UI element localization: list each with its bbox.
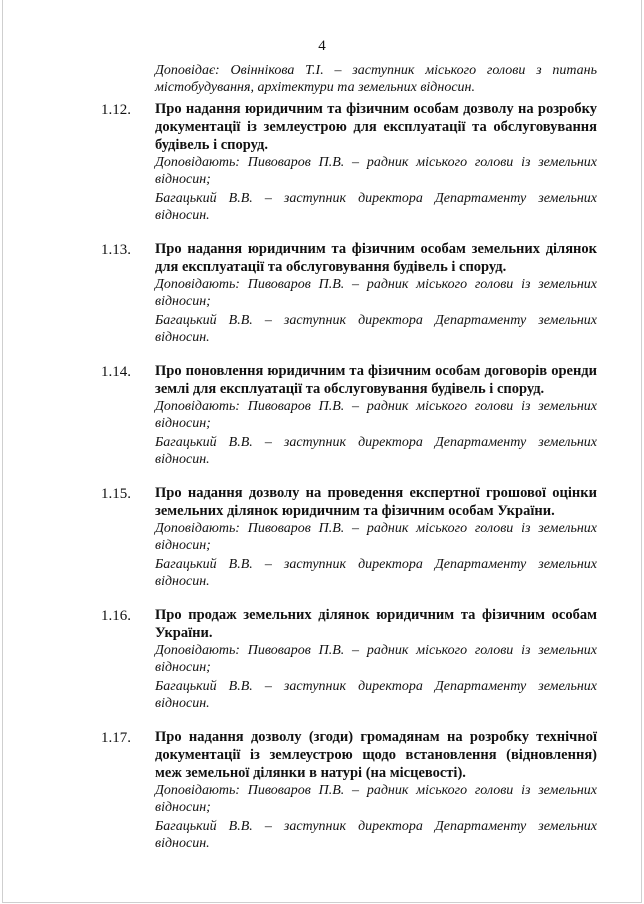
item-title: Про надання юридичним та фізичним особам земельних ділянок для експлуатації та обслуговування будівель і споруд. xyxy=(155,241,597,275)
agenda-item xyxy=(0,362,597,468)
item-speaker: Доповідають: Пивоваров П.В. – радник міського голови із земельних відносин; xyxy=(155,277,597,309)
agenda-items xyxy=(0,100,644,868)
item-title: Про продаж земельних ділянок юридичним та фізичним особам України. xyxy=(155,607,597,641)
item-speaker: Багацький В.В. – заступник директора Департаменту земельних відносин. xyxy=(155,435,597,467)
item-speaker: Багацький В.В. – заступник директора Департаменту земельних відносин. xyxy=(155,819,597,851)
agenda-item xyxy=(0,240,597,346)
item-title: Про поновлення юридичним та фізичним особам договорів оренди землі для експлуатації та обслуговування будівель і споруд. xyxy=(155,363,597,397)
item-speaker: Багацький В.В. – заступник директора Департаменту земельних відносин. xyxy=(155,191,597,223)
item-speaker: Доповідають: Пивоваров П.В. – радник міського голови із земельних відносин; xyxy=(155,155,597,187)
item-speaker: Доповідають: Пивоваров П.В. – радник міського голови із земельних відносин; xyxy=(155,521,597,553)
agenda-item xyxy=(0,100,597,224)
item-speaker: Багацький В.В. – заступник директора Департаменту земельних відносин. xyxy=(155,557,597,589)
item-number: 1.15. xyxy=(101,486,131,502)
page-number: 4 xyxy=(318,38,326,54)
item-speaker: Доповідають: Пивоваров П.В. – радник міського голови із земельних відносин; xyxy=(155,399,597,431)
item-number: 1.13. xyxy=(101,242,131,258)
item-speaker: Багацький В.В. – заступник директора Департаменту земельних відносин. xyxy=(155,679,597,711)
intro-speaker: Доповідає: Овіннікова Т.І. – заступник міського голови з питань містобудування, архітектури та земельних відносин. xyxy=(155,63,597,95)
item-title: Про надання дозволу на проведення експертної грошової оцінки земельних ділянок юридичним та фізичним особам України. xyxy=(155,485,597,519)
agenda-item xyxy=(0,484,597,590)
agenda-item xyxy=(0,728,597,852)
item-title: Про надання юридичним та фізичним особам дозволу на розробку документації із землеустрою для експлуатації та обслуговування будівель і споруд. xyxy=(155,101,597,153)
item-number: 1.16. xyxy=(101,608,131,624)
item-title: Про надання дозволу (згоди) громадянам на розробку технічної документації із землеустрою щодо встановлення (відновлення) меж земельної ділянки в натурі (на місцевості). xyxy=(155,729,597,781)
agenda-item xyxy=(0,606,597,712)
item-number: 1.17. xyxy=(101,730,131,746)
item-speaker: Доповідають: Пивоваров П.В. – радник міського голови із земельних відносин; xyxy=(155,783,597,815)
item-number: 1.14. xyxy=(101,364,131,380)
item-speaker: Доповідають: Пивоваров П.В. – радник міського голови із земельних відносин; xyxy=(155,643,597,675)
item-speaker: Багацький В.В. – заступник директора Департаменту земельних відносин. xyxy=(155,313,597,345)
item-number: 1.12. xyxy=(101,102,131,118)
